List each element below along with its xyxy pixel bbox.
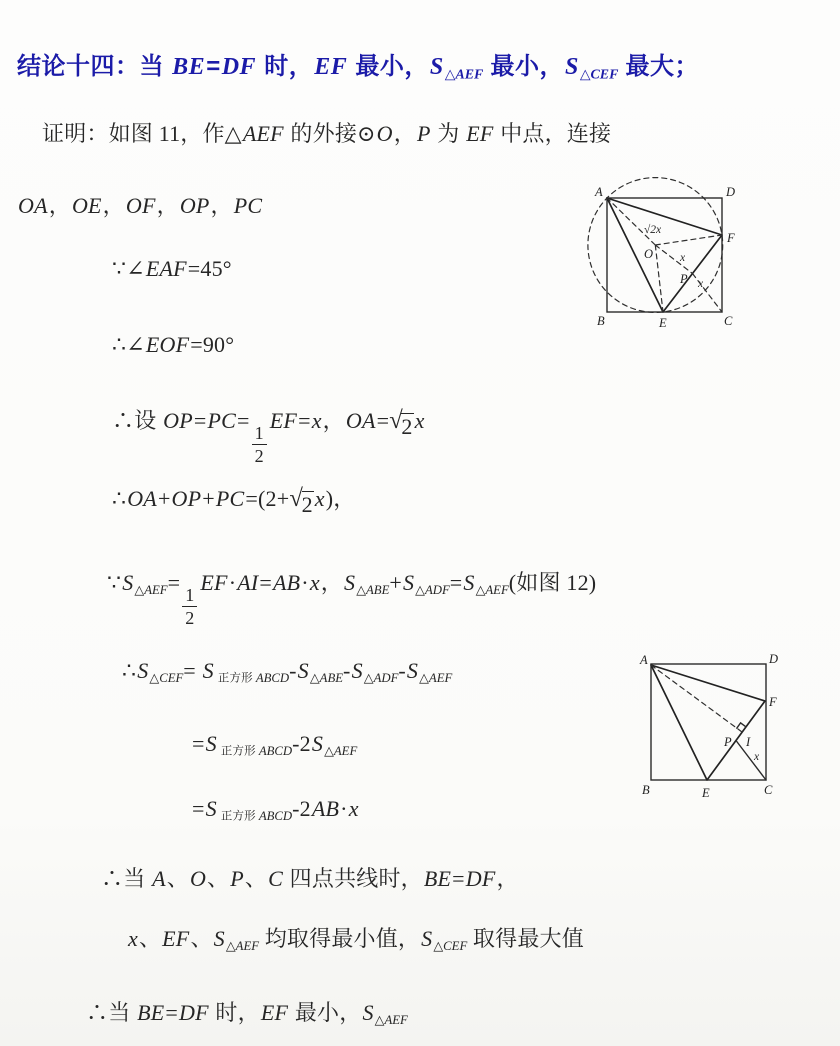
fig12-label-D: D [769,652,779,666]
let-op-pc-line: ∴设 OP=PC= $\frac{1}{2}$ EF=x，OA= √ 2 x [112,406,425,467]
fig12-label-C: C [764,783,773,797]
segment-pc [736,741,766,781]
fig12-label-A: A [640,653,648,667]
area-aef-equation-line: ∵S△AEF= $\frac{1}{2}$ EF·AI=AB·x，S△ABE+S△ADF=S△AEF(如图 12) [107,570,597,629]
proof-intro-line: 证明：如图 11，作△AEF 的外接⊙O，P 为 EF 中点，连接 [42,121,612,146]
fig11-label-F: F [727,231,735,245]
segments-list-line: OA，OE，OF，OP，PC [18,193,263,218]
conclusion-title: 结论十四：当 BE=DF 时，EF 最小，S△AEF 最小，S△CEF 最大； [17,53,700,83]
fig12-label-P: P [724,735,732,749]
radii-and-pc-dashed [607,198,722,312]
fig12-label-F: F [769,695,777,709]
fig12-label-x: x [754,751,760,763]
collinear-condition-line: ∴当 A、O、P、C 四点共线时，BE=DF， [101,866,519,891]
min-max-values-line: x、EF、S△AEF 均取得最小值，S△CEF 取得最大值 [128,926,584,954]
right-angle-marker [737,723,746,728]
fig11-label-A: A [595,185,603,199]
figure-12 [630,650,790,810]
because-angle-eaf-line: ∵∠EAF=45° [112,256,232,281]
fig11-label-sqrt2x: √2x [644,224,662,236]
figure-11 [580,168,750,338]
therefore-angle-eof-line: ∴∠EOF=90° [112,332,235,357]
fig11-label-x-pc: x [698,278,704,290]
fig12-label-B: B [642,783,650,797]
fig12-label-E: E [702,786,710,800]
fig12-label-I: I [746,735,751,749]
fig11-label-C: C [724,314,733,328]
triangle-aef [651,665,765,780]
fig11-label-D: D [726,185,736,199]
square-abcd [607,198,722,312]
fig11-label-O: O [644,247,654,261]
area-cef-expansion-line: ∴S△CEF= S 正方形 ABCD-S△ABE-S△ADF-S△AEF [122,658,453,686]
fig11-label-x-op: x [680,252,686,264]
area-cef-step3-line: =S 正方形 ABCD-2AB·x [192,796,359,824]
sum-oa-op-pc-line: ∴OA+OP+PC=(2+ √ 2 x)， [112,484,356,517]
fig11-label-P: P [680,272,688,286]
fig11-label-B: B [597,314,605,328]
altitude-ai-dashed [651,665,742,732]
fig11-label-E: E [659,316,667,330]
triangle-aef [607,198,722,312]
area-cef-step2-line: =S 正方形 ABCD-2S△AEF [192,731,358,759]
final-conclusion-line: ∴当 BE=DF 时，EF 最小，S△AEF [86,1000,408,1028]
